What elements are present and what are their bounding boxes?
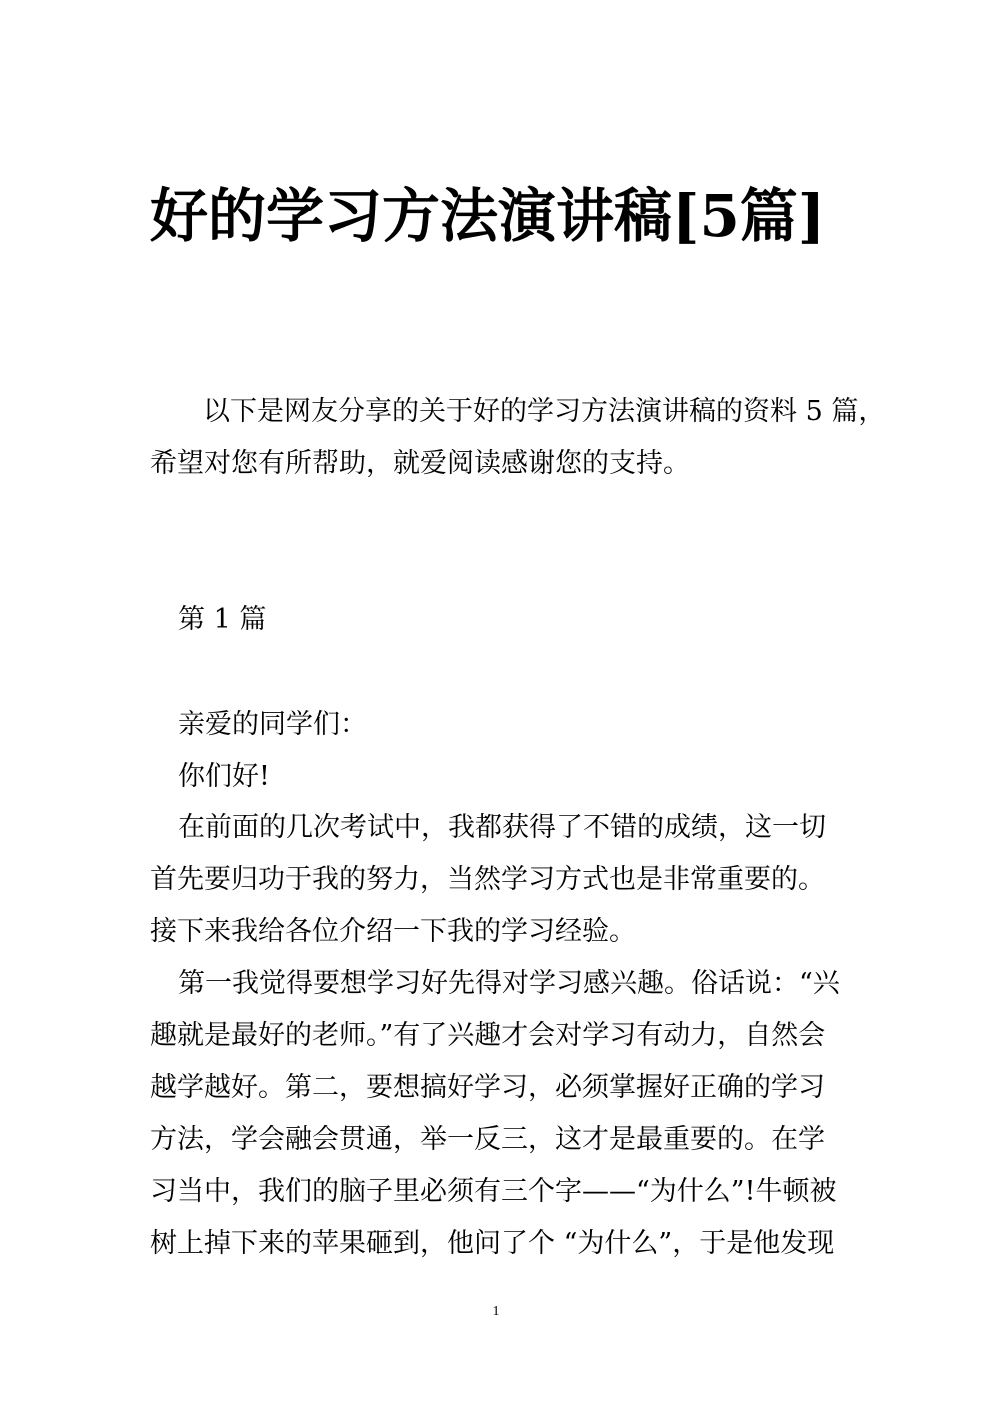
- page-number: 1: [492, 1304, 500, 1319]
- section-heading: 第 1 篇: [178, 604, 267, 635]
- intro-line-1: 以下是网友分享的关于好的学习方法演讲稿的资料 5 篇，: [203, 396, 886, 427]
- paragraph1-line-2: 首先要归功于我的努力，当然学习方式也是非常重要的。: [150, 864, 825, 895]
- greeting-line: 亲爱的同学们：: [178, 709, 367, 740]
- paragraph1-line-3: 接下来我给各位介绍一下我的学习经验。: [150, 916, 636, 947]
- paragraph2-line-2: 趣就是最好的老师。”有了兴趣才会对学习有动力，自然会: [150, 1020, 826, 1051]
- paragraph2-line-1: 第一我觉得要想学习好先得对学习感兴趣。俗话说：“兴: [178, 968, 840, 999]
- paragraph2-line-4: 方法，学会融会贯通，举一反三，这才是最重要的。在学: [150, 1124, 825, 1155]
- paragraph2-line-5: 习当中，我们的脑子里必须有三个字——“为什么”!牛顿被: [150, 1176, 837, 1207]
- document-title: 好的学习方法演讲稿[5篇]: [150, 182, 826, 250]
- paragraph2-line-3: 越学越好。第二，要想搞好学习，必须掌握好正确的学习: [150, 1072, 825, 1103]
- salutation-line: 你们好!: [178, 761, 270, 792]
- intro-line-2: 希望对您有所帮助，就爱阅读感谢您的支持。: [150, 448, 690, 479]
- paragraph2-line-6: 树上掉下来的苹果砸到，他问了个 “为什么”，于是他发现: [150, 1228, 835, 1259]
- paragraph1-line-1: 在前面的几次考试中，我都获得了不错的成绩，这一切: [178, 812, 826, 843]
